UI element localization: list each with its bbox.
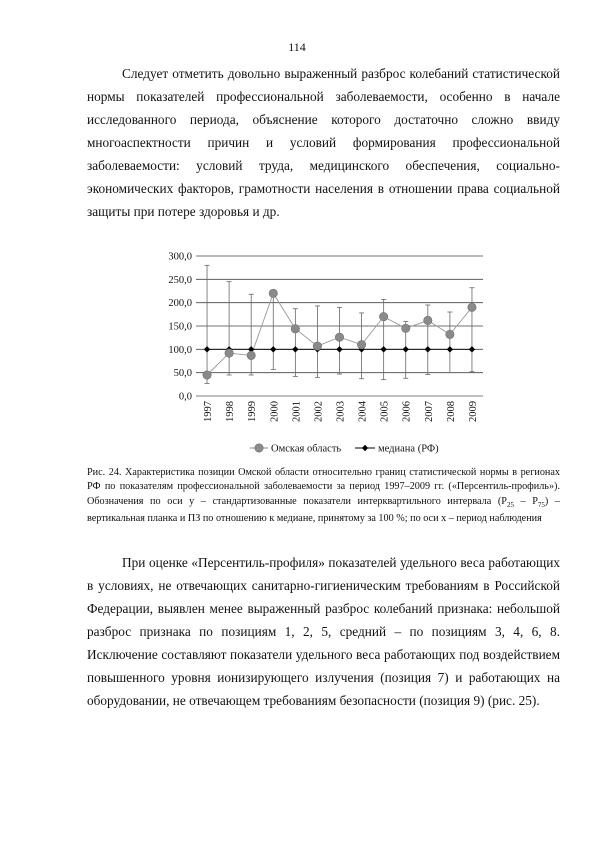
omsk-marker [468,303,476,311]
omsk-marker [357,340,365,348]
x-tick-label: 2005 [379,401,391,422]
omsk-marker [424,316,432,324]
paragraph-2 [87,551,560,712]
y-tick-label: 0,0 [178,391,192,403]
caption-subscript-25: 25 [506,500,514,509]
median-marker [425,346,431,352]
paragraph-2-text: При оценке «Персентиль-профиля» показателей удельного веса работающих в условиях, не отвечающих санитарно-гигиеническим требованиям в Российской Федерации, выявлен менее выраженный разброс колебаний признака: небольшой разброс признака по позициям 1, 2, 5, средний – по позициям 3, 4, 6, 8. Исключение составляют показатели удельного веса работающих под воздействием повышенного уровня ионизирующего излучения (позиция 7) и работающих на оборудовании, не отвечающем требованиям безопасности (позиция 9) (рис. 25). [87,555,560,708]
median-marker [292,346,298,352]
x-tick-label: 2001 [291,401,303,422]
omsk-marker [446,330,454,338]
y-tick-label: 150,0 [168,321,192,333]
y-axis-ticks [168,252,192,403]
omsk-marker [247,351,255,359]
omsk-marker [402,324,410,332]
paragraph-1-text: Следует отметить довольно выраженный разброс колебаний статистической нормы показателей профессиональной заболеваемости, особенно в начале исследованного периода, объяснение которого достаточно сложно ввиду многоаспектности причин и условий формирования профессиональной заболеваемости: условий труда, медицинского обеспечения, социально-экономических факторов, грамотности населения в отношении права социальной защиты при потере здоровья и др. [87,66,560,219]
median-marker [447,346,453,352]
x-tick-label: 1999 [247,401,259,422]
y-tick-label: 200,0 [168,298,192,310]
median-marker [204,346,210,352]
omsk-marker [379,312,387,320]
y-tick-label: 250,0 [168,274,192,286]
omsk-marker [335,333,343,341]
x-tick-label: 2007 [423,401,435,422]
x-tick-label: 2002 [313,401,325,422]
caption-text-2: – P [513,495,538,507]
caption-text-1: Рис. 24. Характеристика позиции Омской области относительно границ статистической нормы в регионах РФ по показателям профессиональной заболеваемости за период 1997–2009 гг. («Персентиль-профиль»). Обозначения по оси y – стандартизованные показатели интерквартильного интервала (P [87,467,560,507]
caption-text-3: ) – вертикальная планка и ПЗ по отношению к медиане, принятому за 100 %; по оси x – период наблюдения [87,495,560,524]
omsk-marker [269,289,277,297]
omsk-marker [291,325,299,333]
legend-label-omsk: Омская область [271,443,342,455]
chart-legend [250,444,439,455]
omsk-marker [203,371,211,379]
x-axis-ticks [203,400,479,422]
x-tick-label: 2008 [445,401,457,422]
y-tick-label: 100,0 [168,344,192,356]
x-tick-label: 1997 [203,401,215,422]
y-tick-label: 50,0 [173,368,192,380]
x-tick-label: 2000 [269,401,281,422]
legend-marker-median [362,445,368,451]
median-marker [336,346,342,352]
paragraph-1 [87,62,560,223]
median-marker [380,346,386,352]
percentile-profile-chart [150,248,500,460]
x-tick-label: 1998 [225,401,237,422]
legend-label-median: медиана (РФ) [378,443,439,455]
legend-marker-omsk [255,444,263,452]
figure-caption [87,466,560,526]
x-tick-label: 2004 [357,401,369,422]
omsk-marker [313,342,321,350]
median-marker [469,346,475,352]
omsk-marker [225,349,233,357]
median-marker [403,346,409,352]
x-tick-label: 2006 [401,401,413,422]
caption-subscript-75: 75 [537,500,545,509]
y-tick-label: 300,0 [168,251,192,263]
page-number: 114 [288,40,306,54]
x-tick-label: 2009 [467,401,479,422]
median-marker [270,346,276,352]
x-tick-label: 2003 [335,401,347,422]
